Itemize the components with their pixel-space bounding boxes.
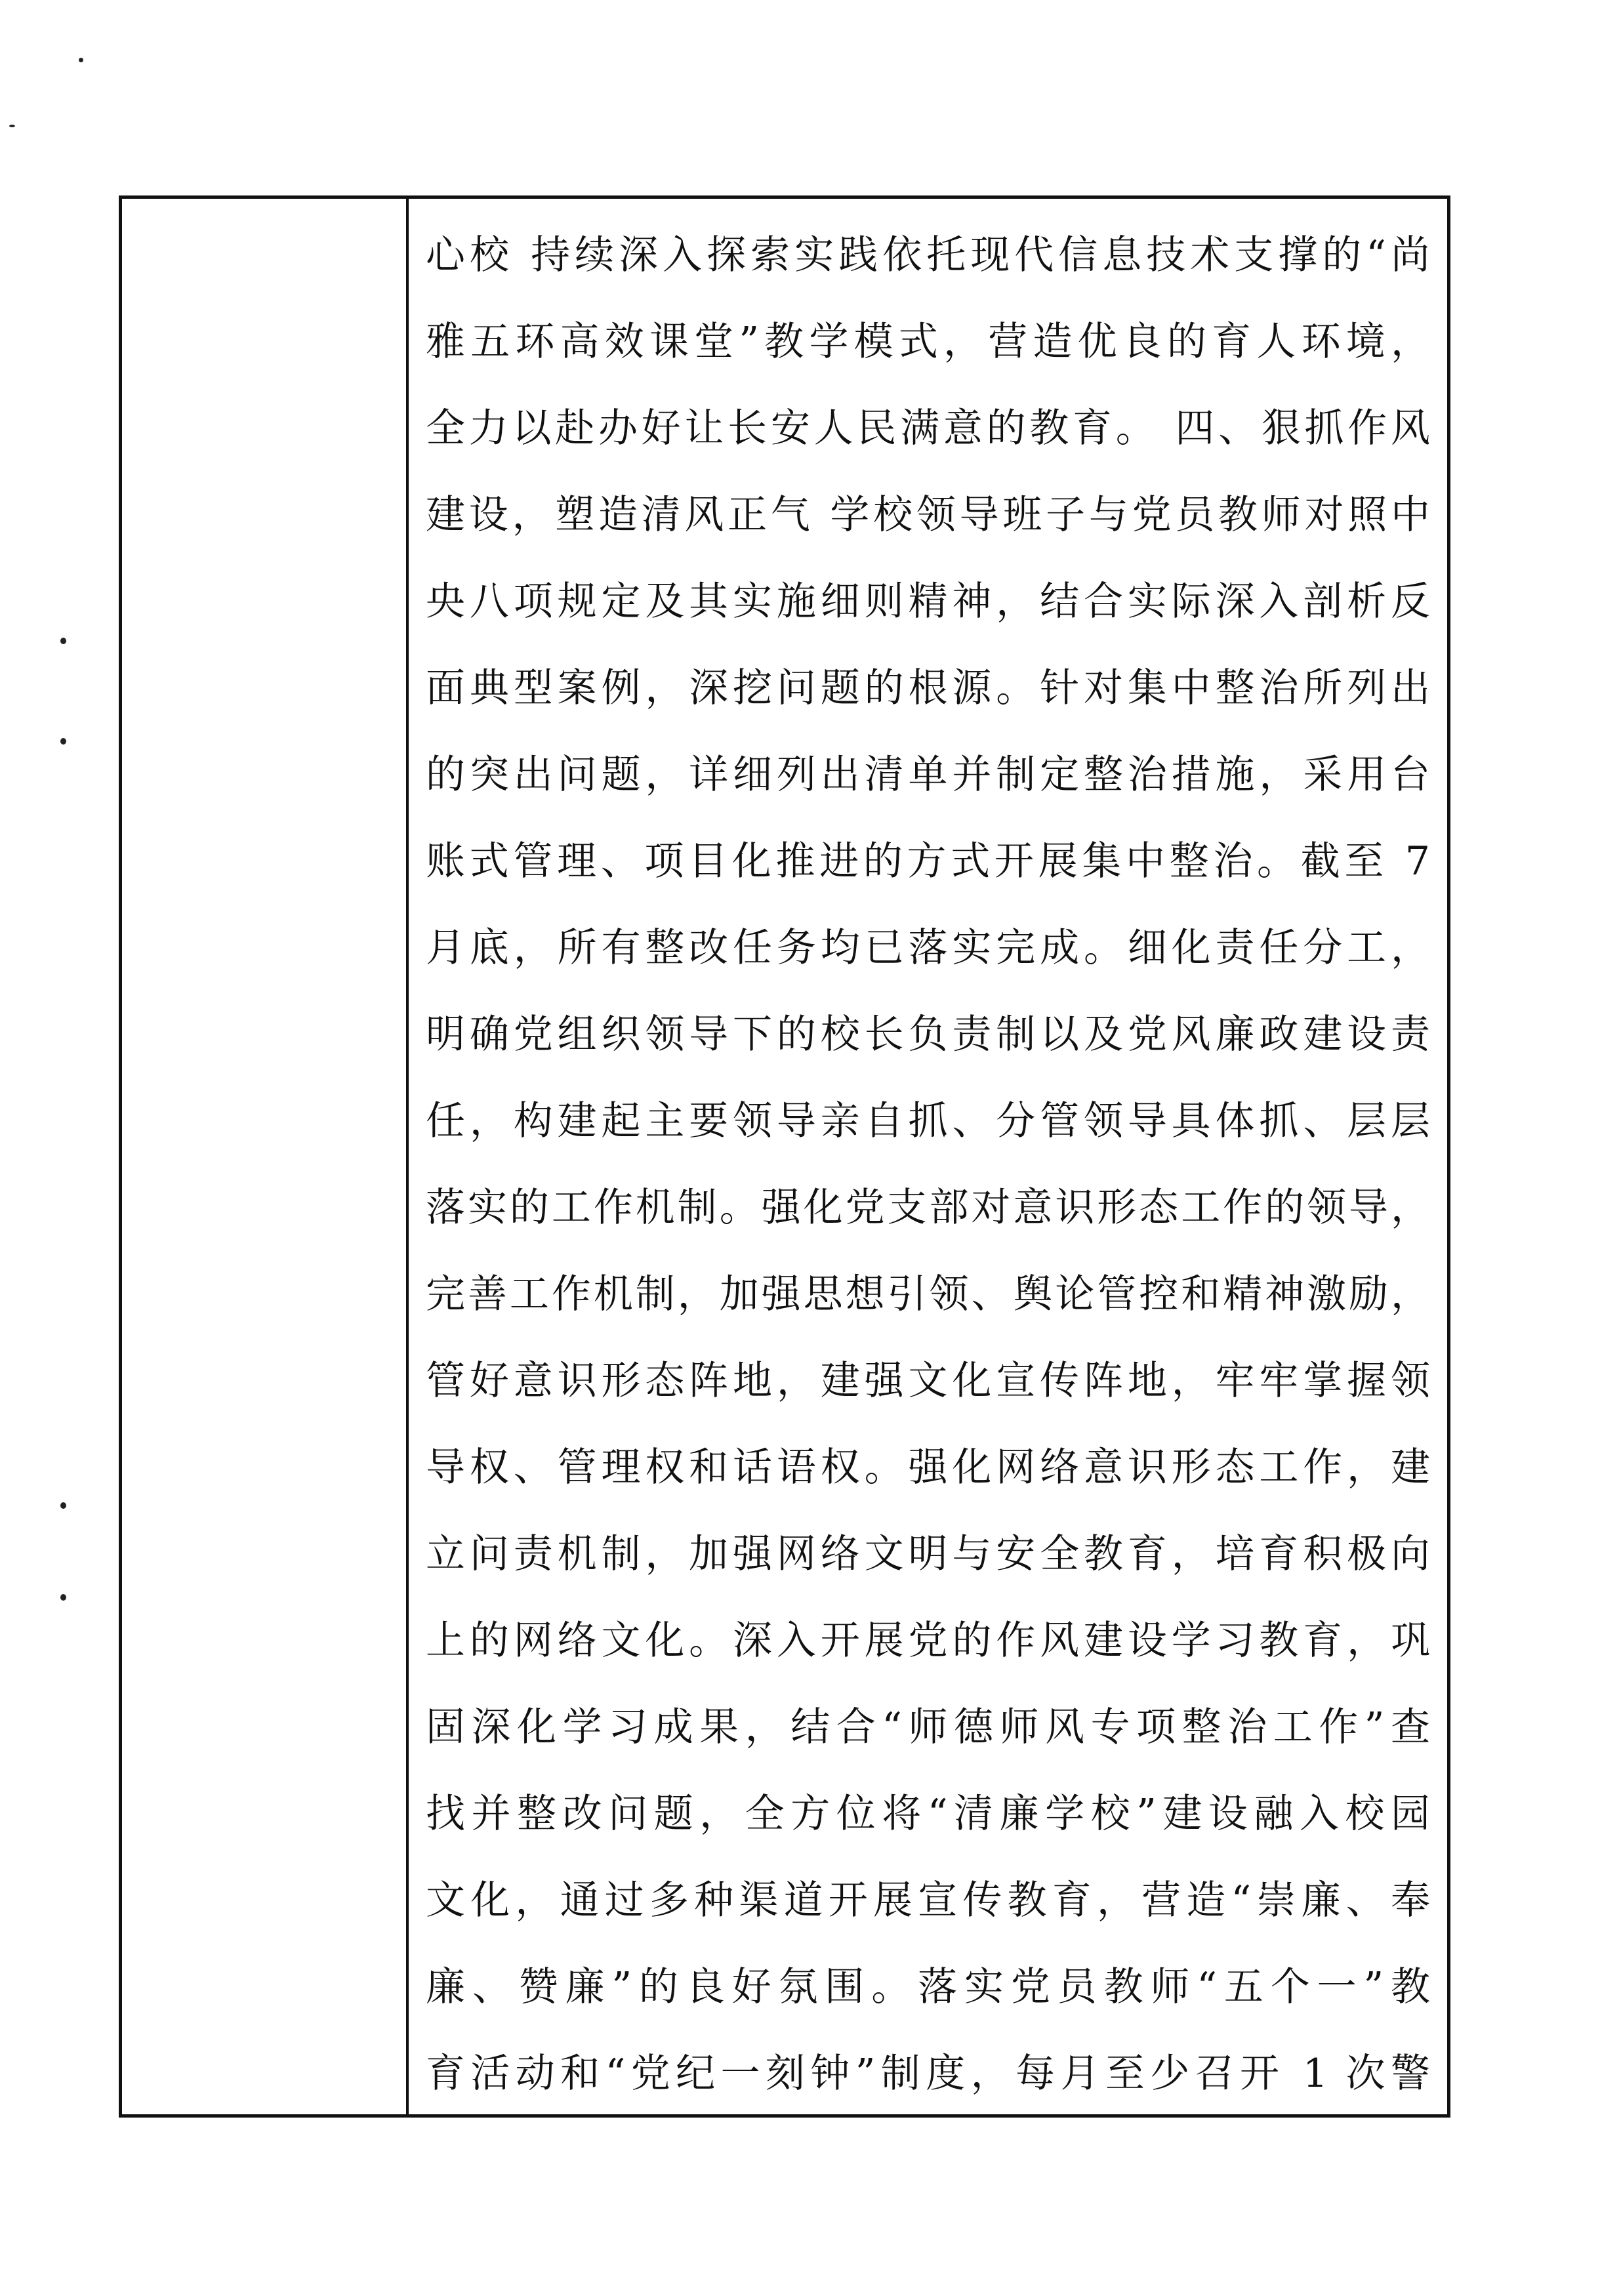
text-line: 账式管理、项目化推进的方式开展集中整治。截至 7 (426, 838, 1430, 884)
text-line: 央八项规定及其实施细则精神，结合实际深入剖析反 (426, 579, 1430, 625)
text-line: 管好意识形态阵地，建强文化宣传阵地，牢牢掌握领 (426, 1358, 1430, 1404)
text-line: 的突出问题，详细列出清单并制定整治措施，采用台 (426, 752, 1430, 798)
text-line: 雅五环高效课堂”教学模式，营造优良的育人环境， (426, 319, 1430, 365)
text-line: 明确党组织领导下的校长负责制以及党风廉政建设责 (426, 1012, 1430, 1057)
text-line: 导权、管理权和话语权。强化网络意识形态工作，建 (426, 1445, 1430, 1490)
table-text-cell (409, 199, 1447, 2114)
text-line: 面典型案例，深挖问题的根源。针对集中整治所列出 (426, 665, 1430, 711)
text-line: 廉、赞廉”的良好氛围。落实党员教师“五个一”教 (426, 1964, 1430, 2010)
text-line: 任，构建起主要领导亲自抓、分管领导具体抓、层层 (426, 1098, 1430, 1144)
text-line: 完善工作机制，加强思想引领、舆论管控和精神激励， (426, 1271, 1430, 1317)
scan-speck (60, 1502, 66, 1509)
scan-speck (60, 638, 66, 644)
scan-speck (60, 1594, 66, 1601)
scan-speck (9, 125, 15, 127)
text-line: 找并整改问题，全方位将“清廉学校”建设融入校园 (426, 1791, 1430, 1837)
text-line: 月底，所有整改任务均已落实完成。细化责任分工， (426, 925, 1430, 971)
scan-speck (79, 58, 83, 62)
text-line: 上的网络文化。深入开展党的作风建设学习教育，巩 (426, 1618, 1430, 1664)
text-line: 心校 持续深入探索实践依托现代信息技术支撑的“尚 (426, 232, 1430, 278)
document-table (119, 195, 1450, 2118)
text-line: 文化，通过多种渠道开展宣传教育，营造“崇廉、奉 (426, 1877, 1430, 1923)
text-line: 固深化学习成果，结合“师德师风专项整治工作”查 (426, 1704, 1430, 1750)
text-line: 全力以赴办好让长安人民满意的教育。 四、狠抓作风 (426, 405, 1430, 451)
text-line: 落实的工作机制。强化党支部对意识形态工作的领导， (426, 1185, 1430, 1231)
table-left-column (122, 199, 409, 2114)
text-line: 育活动和“党纪一刻钟”制度，每月至少召开 1 次警 (426, 2051, 1430, 2097)
scan-speck (60, 738, 66, 745)
text-line: 建设，塑造清风正气 学校领导班子与党员教师对照中 (426, 492, 1430, 538)
text-line: 立问责机制，加强网络文明与安全教育，培育积极向 (426, 1531, 1430, 1577)
